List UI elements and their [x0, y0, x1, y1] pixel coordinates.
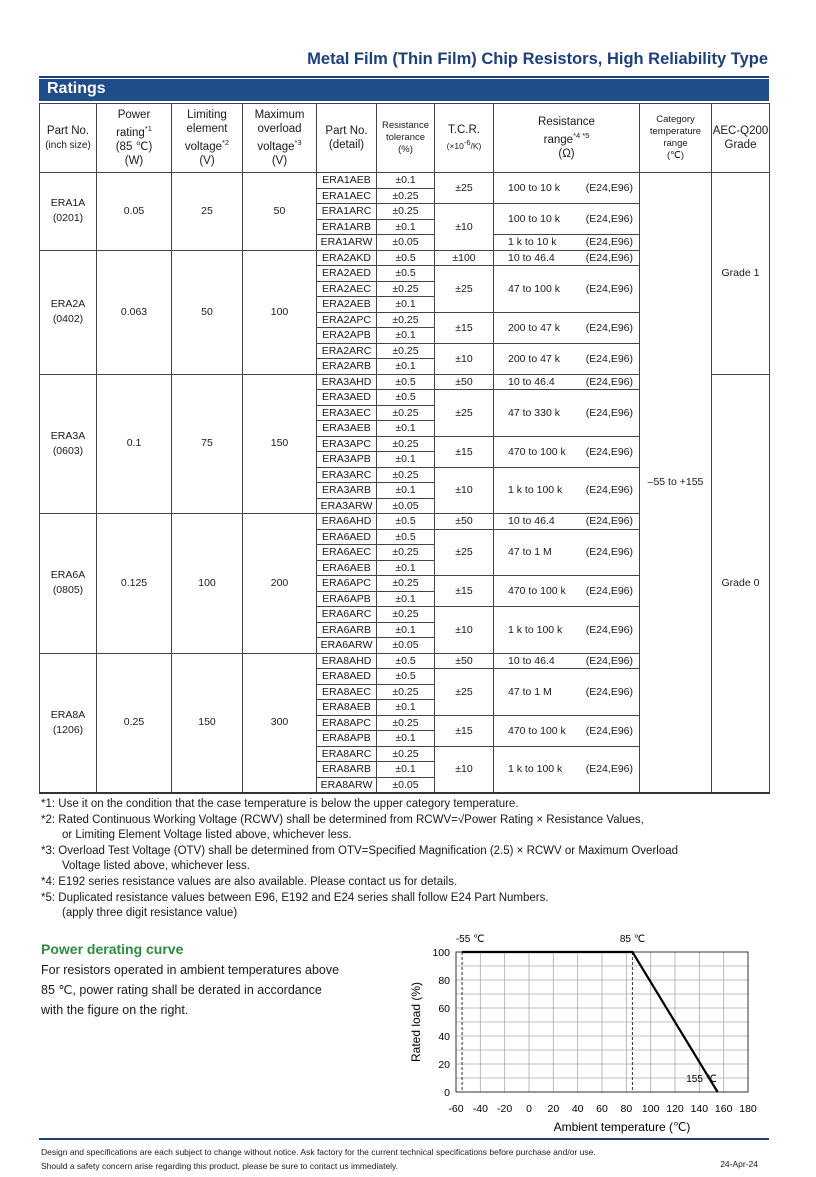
resistance-range-value: 200 to 47 k — [508, 352, 560, 365]
part-detail: ERA2AKD — [317, 250, 377, 266]
resistance-range-cell — [494, 514, 640, 530]
header-part-no: Part No. (inch size) — [40, 104, 97, 173]
part-detail: ERA6APB — [317, 591, 377, 607]
resistance-range-value: 1 k to 100 k — [508, 623, 563, 636]
x-tick-label: 80 — [620, 1103, 633, 1115]
power-cell: 0.25 — [97, 653, 172, 793]
x-tick-label: -20 — [497, 1103, 513, 1115]
part-no: ERA3A — [50, 429, 86, 442]
resistance-series: (E24,E96) — [585, 375, 633, 388]
part-detail: ERA3ARB — [317, 483, 377, 499]
overload-cell: 100 — [243, 250, 317, 374]
x-tick-label: 40 — [571, 1103, 584, 1115]
part-no: ERA6A — [50, 569, 86, 582]
resistance-range-value: 470 to 100 k — [508, 445, 566, 458]
tcr-value: ±50 — [435, 653, 494, 669]
tolerance: ±0.25 — [377, 715, 435, 731]
tolerance: ±0.25 — [377, 576, 435, 592]
resistance-range-value: 1 k to 100 k — [508, 484, 563, 497]
header-tolerance: Resistance tolerance (%) — [377, 104, 435, 173]
inch-size: (0805) — [52, 584, 84, 597]
part-detail: ERA8AED — [317, 669, 377, 685]
resistance-range-cell — [494, 746, 640, 793]
resistance-range-cell — [494, 576, 640, 607]
tolerance: ±0.1 — [377, 173, 435, 189]
y-tick-label: 100 — [432, 947, 450, 959]
part-detail: ERA1ARB — [317, 219, 377, 235]
part-detail: ERA3AED — [317, 390, 377, 406]
resistance-range-value: 47 to 330 k — [508, 406, 560, 419]
part-detail: ERA3ARC — [317, 467, 377, 483]
header-tcr: T.C.R. $(\times 10^{-6}/K)$ — [435, 104, 494, 173]
power-cell: 0.05 — [97, 173, 172, 251]
header-aec-grade: AEC-Q200 Grade — [712, 104, 770, 173]
part-no-cell — [40, 653, 97, 793]
resistance-range-value: 47 to 1 M — [508, 546, 552, 559]
footer-rule — [39, 1138, 769, 1140]
tolerance: ±0.25 — [377, 281, 435, 297]
resistance-series: (E24,E96) — [585, 623, 633, 636]
tolerance: ±0.5 — [377, 266, 435, 282]
resistance-range-value: 470 to 100 k — [508, 724, 566, 737]
resistance-range-cell — [494, 235, 640, 251]
tcr-value: ±50 — [435, 514, 494, 530]
resistance-range-value: 47 to 100 k — [508, 282, 560, 295]
footnote: (apply three digit resistance value) — [62, 907, 238, 920]
y-tick-label: 80 — [438, 975, 450, 987]
tolerance: ±0.1 — [377, 219, 435, 235]
resistance-range-value: 10 to 46.4 — [508, 251, 555, 264]
part-detail: ERA8APB — [317, 731, 377, 747]
x-tick-label: -60 — [448, 1103, 464, 1115]
tolerance: ±0.5 — [377, 653, 435, 669]
part-detail: ERA2APB — [317, 328, 377, 344]
footnote: or Limiting Element Voltage listed above, whichever less. — [62, 829, 352, 842]
resistance-range-cell — [494, 529, 640, 576]
resistance-range-value: 1 k to 10 k — [508, 236, 557, 249]
tcr-value: ±25 — [435, 529, 494, 576]
part-no: ERA1A — [50, 197, 86, 210]
resistance-range-value: 10 to 46.4 — [508, 654, 555, 667]
overload-cell: 300 — [243, 653, 317, 793]
tolerance: ±0.25 — [377, 545, 435, 561]
tolerance: ±0.25 — [377, 312, 435, 328]
resistance-series: (E24,E96) — [585, 685, 633, 698]
part-no-cell — [40, 173, 97, 251]
tolerance: ±0.25 — [377, 607, 435, 623]
resistance-range-cell — [494, 436, 640, 467]
part-detail: ERA8AEB — [317, 700, 377, 716]
aec-grade-0: Grade 0 — [712, 374, 770, 793]
part-detail: ERA3AHD — [317, 374, 377, 390]
resistance-series: (E24,E96) — [585, 406, 633, 419]
y-tick-label: 40 — [438, 1031, 450, 1043]
part-detail: ERA1ARW — [317, 235, 377, 251]
tolerance: ±0.25 — [377, 343, 435, 359]
tolerance: ±0.1 — [377, 359, 435, 375]
limit-cell: 25 — [172, 173, 243, 251]
resistance-series: (E24,E96) — [585, 352, 633, 365]
footnotes — [41, 797, 678, 922]
tolerance: ±0.5 — [377, 390, 435, 406]
document-title: Metal Film (Thin Film) Chip Resistors, High Reliability Type — [307, 50, 768, 68]
tolerance: ±0.5 — [377, 250, 435, 266]
tolerance: ±0.05 — [377, 777, 435, 793]
part-detail: ERA6ARB — [317, 622, 377, 638]
part-detail: ERA6ARW — [317, 638, 377, 654]
tolerance: ±0.05 — [377, 235, 435, 251]
tolerance: ±0.1 — [377, 591, 435, 607]
part-detail: ERA1AEC — [317, 188, 377, 204]
inch-size: (1206) — [52, 723, 84, 736]
part-detail: ERA6APC — [317, 576, 377, 592]
resistance-series: (E24,E96) — [585, 445, 633, 458]
y-tick-label: 20 — [438, 1059, 450, 1071]
part-detail: ERA8AHD — [317, 653, 377, 669]
header-max-overload-voltage: Maximum overload voltage$^{*3}$ (V) — [243, 104, 317, 173]
tcr-value: ±15 — [435, 436, 494, 467]
part-detail: ERA8AEC — [317, 684, 377, 700]
power-derating-chart — [400, 925, 770, 1135]
footnote: *2: Rated Continuous Working Voltage (RCWV) shall be determined from RCWV=√Power Rating × Resistance Values, — [41, 813, 644, 826]
annotation-label: 155 ℃ — [686, 1074, 717, 1085]
footnote: Voltage listed above, whichever less. — [62, 860, 250, 873]
y-tick-label: 60 — [438, 1003, 450, 1015]
part-detail: ERA2AEB — [317, 297, 377, 313]
tolerance: ±0.1 — [377, 700, 435, 716]
resistance-series: (E24,E96) — [585, 236, 633, 249]
tolerance: ±0.1 — [377, 762, 435, 778]
limit-cell: 50 — [172, 250, 243, 374]
tcr-value: ±15 — [435, 715, 494, 746]
part-detail: ERA3AEB — [317, 421, 377, 437]
y-tick-label: 0 — [444, 1087, 450, 1099]
header-row — [40, 104, 770, 173]
tolerance: ±0.5 — [377, 669, 435, 685]
resistance-range-cell — [494, 467, 640, 514]
resistance-series: (E24,E96) — [585, 182, 633, 194]
resistance-range-cell — [494, 374, 640, 390]
overload-cell: 50 — [243, 173, 317, 251]
part-detail: ERA8ARC — [317, 746, 377, 762]
power-cell: 0.125 — [97, 514, 172, 654]
tolerance: ±0.05 — [377, 498, 435, 514]
resistance-series: (E24,E96) — [585, 585, 633, 597]
x-tick-label: 60 — [596, 1103, 608, 1115]
part-detail: ERA6AED — [317, 529, 377, 545]
part-detail: ERA1AEB — [317, 173, 377, 189]
section-header — [39, 79, 769, 101]
tolerance: ±0.5 — [377, 374, 435, 390]
footnote: *4: E192 series resistance values are also available. Please contact us for details. — [41, 875, 458, 888]
tolerance: ±0.1 — [377, 622, 435, 638]
tolerance: ±0.25 — [377, 684, 435, 700]
tcr-value: ±100 — [435, 250, 494, 266]
tcr-value: ±10 — [435, 746, 494, 793]
part-detail: ERA6ARC — [317, 607, 377, 623]
tolerance: ±0.1 — [377, 483, 435, 499]
resistance-series: (E24,E96) — [585, 515, 633, 528]
part-detail: ERA3APB — [317, 452, 377, 468]
part-detail: ERA2ARB — [317, 359, 377, 375]
resistance-series: (E24,E96) — [585, 213, 633, 225]
tolerance: ±0.25 — [377, 204, 435, 220]
tcr-value: ±10 — [435, 467, 494, 514]
part-detail: ERA6AEC — [317, 545, 377, 561]
section-title: Ratings — [47, 80, 106, 97]
header-limiting-voltage: Limiting element voltage$^{*2}$ (V) — [172, 104, 243, 173]
resistance-series: (E24,E96) — [585, 654, 633, 667]
x-tick-label: 160 — [714, 1103, 733, 1115]
annotation-label: 85 ℃ — [619, 934, 645, 945]
tcr-value: ±25 — [435, 266, 494, 313]
resistance-range-cell — [494, 653, 640, 669]
tolerance: ±0.1 — [377, 560, 435, 576]
x-tick-label: 140 — [690, 1103, 709, 1115]
tolerance: ±0.1 — [377, 731, 435, 747]
x-tick-label: 0 — [526, 1103, 532, 1115]
x-tick-label: 20 — [547, 1103, 560, 1115]
part-no-cell — [40, 374, 97, 514]
resistance-range-cell — [494, 607, 640, 654]
annotation-label: -55 ℃ — [455, 934, 485, 945]
part-detail: ERA8ARB — [317, 762, 377, 778]
resistance-series: (E24,E96) — [585, 724, 633, 737]
tcr-value: ±15 — [435, 576, 494, 607]
tolerance: ±0.25 — [377, 188, 435, 204]
part-detail: ERA2ARC — [317, 343, 377, 359]
derating-description: For resistors operated in ambient temperatures above 85 ℃, power rating shall be derated in accordance with the figure on the right. — [41, 963, 340, 1017]
tolerance: ±0.1 — [377, 452, 435, 468]
tolerance: ±0.05 — [377, 638, 435, 654]
x-axis-label: Ambient temperature (℃) — [553, 1120, 691, 1134]
resistance-series: (E24,E96) — [585, 282, 633, 295]
tcr-value: ±25 — [435, 173, 494, 204]
resistance-range-cell — [494, 266, 640, 313]
ratings-table — [39, 103, 770, 794]
resistance-range-value: 10 to 46.4 — [508, 515, 555, 528]
resistance-series: (E24,E96) — [585, 321, 633, 334]
part-no-cell — [40, 514, 97, 654]
part-detail: ERA1ARC — [317, 204, 377, 220]
tolerance: ±0.25 — [377, 436, 435, 452]
resistance-range-cell — [494, 204, 640, 235]
part-detail: ERA6AEB — [317, 560, 377, 576]
x-tick-label: 180 — [739, 1103, 757, 1115]
part-no: ERA8A — [50, 708, 86, 721]
tolerance: ±0.25 — [377, 467, 435, 483]
part-detail: ERA8ARW — [317, 777, 377, 793]
part-detail: ERA2AED — [317, 266, 377, 282]
part-detail: ERA2APC — [317, 312, 377, 328]
tolerance: ±0.5 — [377, 529, 435, 545]
part-detail: ERA3ARW — [317, 498, 377, 514]
resistance-range-cell — [494, 715, 640, 746]
resistance-range-value: 100 to 10 k — [508, 182, 560, 194]
tcr-value: ±50 — [435, 374, 494, 390]
aec-grade-1: Grade 1 — [712, 173, 770, 375]
x-tick-label: -40 — [472, 1103, 488, 1115]
resistance-range-value: 47 to 1 M — [508, 685, 552, 698]
footnote: *1: Use it on the condition that the case temperature is below the upper category temperature. — [41, 798, 519, 810]
part-detail: ERA6AHD — [317, 514, 377, 530]
footer-disclaimer: Design and specifications are each subject to change without notice. Ask factory for the current technical specifications before purchase and/or use. — [41, 1147, 596, 1157]
resistance-series: (E24,E96) — [585, 763, 633, 775]
resistance-range-cell — [494, 390, 640, 437]
part-no-cell — [40, 250, 97, 374]
derating-title: Power derating curve — [41, 941, 184, 957]
resistance-range-cell — [494, 669, 640, 716]
resistance-range-value: 1 k to 100 k — [508, 763, 563, 775]
resistance-range-cell — [494, 343, 640, 374]
footnote: *5: Duplicated resistance values between E96, E192 and E24 series shall follow E24 Part Numbers. — [41, 891, 549, 904]
resistance-range-value: 200 to 47 k — [508, 321, 560, 334]
category-temperature: –55 to +155 — [640, 173, 712, 793]
x-tick-label: 100 — [641, 1103, 660, 1115]
footer-safety: Should a safety concern arise regarding this product, please be sure to contact us immediately. — [41, 1161, 399, 1171]
inch-size: (0402) — [52, 313, 84, 325]
resistance-series: (E24,E96) — [585, 484, 633, 497]
tolerance: ±0.5 — [377, 514, 435, 530]
resistance-range-value: 470 to 100 k — [508, 585, 566, 597]
header-part-detail: Part No. (detail) — [317, 104, 377, 173]
inch-size: (0603) — [52, 444, 84, 457]
title-rule — [39, 76, 769, 78]
limit-cell: 150 — [172, 653, 243, 793]
overload-cell: 200 — [243, 514, 317, 654]
resistance-range-cell — [494, 250, 640, 266]
tcr-value: ±25 — [435, 669, 494, 716]
x-tick-label: 120 — [666, 1103, 684, 1115]
limit-cell: 75 — [172, 374, 243, 514]
tcr-value: ±10 — [435, 607, 494, 654]
inch-size: (0201) — [52, 212, 84, 225]
ratings-body — [40, 173, 770, 793]
part-detail: ERA8APC — [317, 715, 377, 731]
part-detail: ERA3APC — [317, 436, 377, 452]
y-axis-label: Rated load (%) — [409, 981, 423, 1063]
power-cell: 0.1 — [97, 374, 172, 514]
footer-date: 24-Apr-24 — [720, 1159, 758, 1169]
table-row — [40, 173, 770, 189]
part-no: ERA2A — [50, 298, 86, 310]
tolerance: ±0.25 — [377, 746, 435, 762]
tcr-value: ±25 — [435, 390, 494, 437]
footer — [41, 1145, 761, 1173]
tcr-value: ±10 — [435, 343, 494, 374]
header-category-temp: Category temperature range (℃) — [640, 104, 712, 173]
footnote: *3: Overload Test Voltage (OTV) shall be determined from OTV=Specified Magnification (2.5) × RCWV or Maximum Overload — [41, 844, 679, 857]
part-detail: ERA3AEC — [317, 405, 377, 421]
tolerance: ±0.1 — [377, 328, 435, 344]
resistance-range-value: 10 to 46.4 — [508, 375, 555, 388]
header-resistance-range: Resistance range$^{*4 *5}$ (Ω) — [494, 104, 640, 173]
header-power-rating: Power rating$^{*1}$ (85 ℃) (W) — [97, 104, 172, 173]
tolerance: ±0.1 — [377, 297, 435, 313]
tolerance: ±0.1 — [377, 421, 435, 437]
resistance-range-value: 100 to 10 k — [508, 213, 560, 225]
resistance-range-cell — [494, 173, 640, 204]
limit-cell: 100 — [172, 514, 243, 654]
resistance-series: (E24,E96) — [585, 251, 633, 264]
tcr-value: ±10 — [435, 204, 494, 251]
resistance-series: (E24,E96) — [585, 546, 633, 559]
tcr-value: ±15 — [435, 312, 494, 343]
resistance-range-cell — [494, 312, 640, 343]
tolerance: ±0.25 — [377, 405, 435, 421]
power-cell: 0.063 — [97, 250, 172, 374]
part-detail: ERA2AEC — [317, 281, 377, 297]
overload-cell: 150 — [243, 374, 317, 514]
